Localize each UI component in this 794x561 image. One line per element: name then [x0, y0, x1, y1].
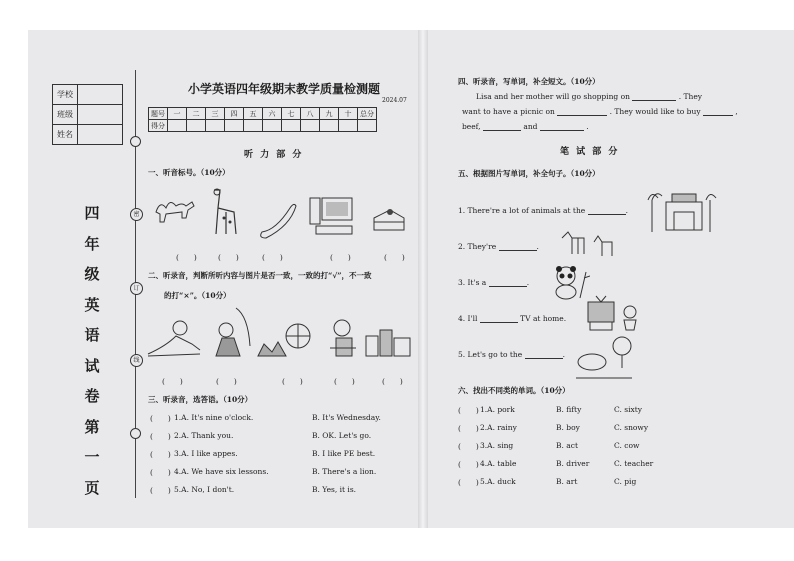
q3-item-4-b: B. There's a lion. — [312, 467, 377, 476]
vertical-title-char: 级 — [84, 265, 100, 283]
q1-title: 一、听音标号。（10分） — [148, 168, 230, 177]
q6-item-4-c: C. teacher — [614, 459, 654, 468]
q3-item-3-a: 3.A. I like appes. — [174, 449, 238, 458]
q3-item-1-b: B. It's Wednesday. — [312, 413, 381, 422]
binding-char-ding: 订 — [130, 282, 143, 295]
q6-item-5-b: B. art — [556, 477, 578, 486]
score-cell[interactable] — [206, 120, 225, 132]
q4-blank-3[interactable] — [703, 115, 733, 116]
vertical-title — [80, 198, 104, 503]
score-header-cell: 一 — [168, 108, 187, 120]
vertical-title-char: 页 — [84, 478, 100, 497]
q4-title: 四、听录音，写单词，补全短文。（10分） — [458, 77, 600, 86]
page-fold — [418, 30, 428, 528]
exam-date: 2024.07 — [382, 97, 407, 104]
q3-item-5-b: B. Yes, it is. — [312, 485, 357, 494]
q6-item-1-a: 1.A. pork — [480, 405, 515, 414]
q3-answer-4[interactable]: ( ) — [150, 468, 171, 477]
q2-answer-4[interactable]: ( ) — [334, 377, 355, 386]
vertical-title-char: 四 — [84, 204, 100, 222]
q4-line-3 — [462, 122, 589, 131]
q3-item-3-b: B. I like PE best. — [312, 449, 376, 458]
school-field[interactable] — [78, 85, 123, 105]
q4-line-3-text-b: and — [523, 122, 538, 131]
class-field[interactable] — [78, 105, 123, 125]
computer-icon — [308, 194, 358, 238]
score-header-cell: 八 — [301, 108, 320, 120]
score-row — [149, 120, 377, 132]
q4-blank-4[interactable] — [483, 130, 521, 131]
vertical-title-char: 英 — [84, 295, 100, 314]
student-info-table — [52, 84, 123, 145]
q5-item-4-text: 4. I'll — [458, 314, 478, 323]
q2-answer-2[interactable]: ( ) — [216, 377, 237, 386]
q4-line-1 — [476, 92, 702, 101]
q5-item-5 — [458, 350, 565, 359]
score-header-cell: 三 — [206, 108, 225, 120]
q5-item-4-end: TV at home. — [520, 314, 567, 323]
sausage-icon — [256, 196, 300, 240]
exam-sheet — [28, 30, 794, 528]
q6-item-3-b: B. act — [556, 441, 578, 450]
score-cell[interactable] — [282, 120, 301, 132]
q6-item-5-a: 5.A. duck — [480, 477, 516, 486]
score-cell[interactable] — [244, 120, 263, 132]
q6-answer-3[interactable]: ( ) — [458, 442, 479, 451]
score-header-cell: 七 — [282, 108, 301, 120]
q4-line-1-text: Lisa and her mother will go shopping on — [476, 92, 630, 101]
q5-item-4 — [458, 314, 566, 323]
q2-answer-3[interactable]: ( ) — [282, 377, 303, 386]
q4-blank-5[interactable] — [540, 130, 584, 131]
q5-blank-3[interactable] — [489, 286, 527, 287]
q4-line-2-text-b: . They would like to buy — [609, 107, 701, 116]
horses-icon — [558, 226, 620, 258]
score-table — [148, 107, 377, 132]
vertical-title-char: 一 — [84, 448, 100, 466]
q3-item-5-a: 5.A. No, I don't. — [174, 485, 235, 494]
q2-answer-1[interactable]: ( ) — [162, 377, 183, 386]
q3-item-2-b: B. OK. Let's go. — [312, 431, 372, 440]
name-field[interactable] — [78, 125, 123, 145]
vertical-title-char: 卷 — [84, 387, 100, 405]
written-heading: 笔 试 部 分 — [560, 147, 620, 157]
exam-title: 小学英语四年级期末教学质量检测题 — [187, 82, 380, 96]
q6-item-4-a: 4.A. table — [480, 459, 517, 468]
q2-answer-5[interactable]: ( ) — [382, 377, 403, 386]
cake-icon — [370, 204, 408, 234]
score-cell[interactable] — [320, 120, 339, 132]
boy-reading-icon — [326, 318, 362, 362]
q4-line-3-end: . — [586, 122, 589, 131]
q3-title: 三、听录音，选答语。（10分） — [148, 395, 253, 404]
name-label: 姓名 — [53, 125, 78, 145]
listening-heading: 听 力 部 分 — [244, 150, 304, 160]
q6-answer-5[interactable]: ( ) — [458, 478, 479, 487]
q4-blank-2[interactable] — [557, 115, 607, 116]
q6-item-5-c: C. pig — [614, 477, 637, 486]
score-row-label: 得分 — [149, 120, 168, 132]
q4-line-2 — [462, 107, 738, 116]
q6-item-2-c: C. snowy — [614, 423, 649, 432]
score-header-cell: 十 — [339, 108, 358, 120]
q2-title: 二、听录音，判断所听内容与图片是否一致，一致的打“√”，不一致 — [148, 271, 372, 280]
q4-line-2-text-a: want to have a picnic on — [462, 107, 555, 116]
score-cell[interactable] — [225, 120, 244, 132]
q5-blank-2[interactable] — [499, 250, 537, 251]
q5-item-5-text: 5. Let's go to the — [458, 350, 523, 359]
q5-item-3-text: 3. It's a — [458, 278, 487, 287]
boy-fishing-icon — [208, 306, 254, 360]
q5-blank-1[interactable] — [588, 214, 626, 215]
q5-item-2 — [458, 242, 539, 251]
q3-item-1-a: 1.A. It's nine o'clock. — [174, 413, 254, 422]
score-header-cell: 题号 — [149, 108, 168, 120]
q5-item-1 — [458, 206, 628, 215]
score-header-cell: 总分 — [358, 108, 377, 120]
q2-title-line2: 的打“×”。（10分） — [164, 291, 231, 300]
score-cell[interactable] — [168, 120, 187, 132]
score-header-cell: 六 — [263, 108, 282, 120]
score-cell[interactable] — [301, 120, 320, 132]
q6-item-2-a: 2.A. rainy — [480, 423, 517, 432]
class-label: 班级 — [53, 105, 78, 125]
score-header-cell: 九 — [320, 108, 339, 120]
tv-boy-icon — [584, 294, 642, 334]
score-header-cell: 四 — [225, 108, 244, 120]
q5-item-3-end: . — [526, 278, 530, 287]
score-cell[interactable] — [358, 120, 377, 132]
q3-answer-1[interactable]: ( ) — [150, 414, 171, 423]
city-icon — [364, 326, 414, 358]
q1-answer-3[interactable]: ( ) — [262, 253, 283, 262]
score-cell[interactable] — [263, 120, 282, 132]
q4-line-1-end: . They — [678, 92, 703, 101]
binding-char-xian: 线 — [130, 354, 143, 367]
q5-title: 五、根据图片写单词，补全句子。（10分） — [458, 169, 600, 178]
q5-item-5-end: . — [562, 350, 565, 359]
score-header-cell: 二 — [187, 108, 206, 120]
q6-item-2-b: B. boy — [556, 423, 580, 432]
vertical-title-char: 第 — [84, 417, 100, 436]
q5-item-3 — [458, 278, 529, 287]
q1-answer-2[interactable]: ( ) — [218, 253, 239, 262]
q4-blank-1[interactable] — [632, 100, 676, 101]
q3-answer-5[interactable]: ( ) — [150, 486, 171, 495]
q3-item-2-a: 2.A. Thank you. — [174, 431, 234, 440]
q1-answer-1[interactable]: ( ) — [176, 253, 197, 262]
q3-item-4-a: 4.A. We have six lessons. — [174, 467, 269, 476]
q5-item-1-end: . — [625, 206, 628, 215]
q6-answer-1[interactable]: ( ) — [458, 406, 479, 415]
amusement-park-icon — [256, 322, 318, 358]
q5-item-1-text: 1. There're a lot of animals at the — [458, 206, 586, 215]
q5-item-2-text: 2. They're — [458, 242, 497, 251]
q6-answer-4[interactable]: ( ) — [458, 460, 479, 469]
q6-answer-2[interactable]: ( ) — [458, 424, 479, 433]
q3-answer-3[interactable]: ( ) — [150, 450, 171, 459]
score-header-cell: 五 — [244, 108, 263, 120]
vertical-title-char: 年 — [84, 234, 100, 253]
score-header-row — [149, 108, 377, 120]
q6-title: 六、找出不同类的单词。（10分） — [458, 386, 570, 395]
score-cell[interactable] — [187, 120, 206, 132]
q5-blank-4[interactable] — [480, 322, 518, 323]
park-icon — [572, 334, 636, 382]
q4-line-2-end: , — [735, 107, 738, 116]
q6-item-1-c: C. sixty — [614, 405, 642, 414]
q6-item-3-c: C. cow — [614, 441, 640, 450]
binding-char-mi: 密 — [130, 208, 143, 221]
q4-line-3-text-a: beef, — [462, 122, 481, 131]
q6-item-1-b: B. fifty — [556, 405, 582, 414]
q5-blank-5[interactable] — [525, 358, 563, 359]
q1-answer-5[interactable]: ( ) — [384, 253, 405, 262]
vertical-title-char: 语 — [84, 326, 100, 344]
q6-item-3-a: 3.A. sing — [480, 441, 514, 450]
camel-icon — [152, 192, 196, 228]
q6-item-4-b: B. driver — [556, 459, 590, 468]
giraffe-icon — [204, 186, 244, 238]
vertical-title-char: 试 — [84, 356, 100, 375]
q3-answer-2[interactable]: ( ) — [150, 432, 171, 441]
girl-lying-icon — [146, 316, 202, 360]
binding-ring — [130, 428, 141, 439]
score-cell[interactable] — [339, 120, 358, 132]
q1-answer-4[interactable]: ( ) — [330, 253, 351, 262]
binding-ring — [130, 136, 141, 147]
q5-item-2-end: . — [536, 242, 539, 251]
zoo-icon — [646, 186, 720, 234]
school-label: 学校 — [53, 85, 78, 105]
